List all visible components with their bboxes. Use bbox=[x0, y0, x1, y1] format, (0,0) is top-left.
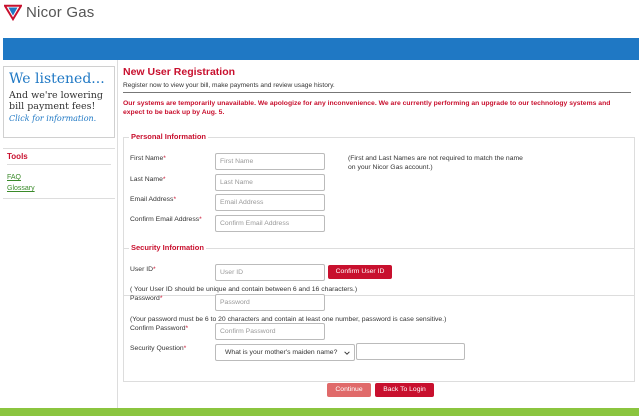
email-label: Email Address* bbox=[130, 196, 177, 203]
confirm-email-label: Confirm Email Address* bbox=[130, 216, 202, 223]
sidebar bbox=[3, 66, 115, 199]
email-input[interactable]: Email Address bbox=[215, 194, 325, 211]
first-name-label: First Name* bbox=[130, 155, 166, 162]
faq-link[interactable]: FAQ bbox=[7, 174, 22, 181]
page-subtitle: Register now to view your bill, make payments and review usage history. bbox=[123, 82, 335, 89]
logo[interactable] bbox=[4, 3, 94, 21]
userid-label: User ID* bbox=[130, 266, 156, 273]
confirm-userid-button[interactable]: Confirm User ID bbox=[328, 265, 392, 279]
confirm-email-input[interactable]: Confirm Email Address bbox=[215, 215, 325, 232]
security-info-section bbox=[123, 243, 635, 382]
system-alert: Our systems are temporarily unavailable. We apologize for any inconvenience. We are currently performing an upgrade to our technology systems and expect to be back up by Aug. 5. bbox=[123, 100, 611, 116]
security-question-select[interactable] bbox=[215, 344, 355, 361]
glossary-link[interactable]: Glossary bbox=[7, 185, 35, 192]
title-divider bbox=[123, 92, 631, 93]
chevron-down-icon bbox=[344, 350, 350, 356]
tools-panel bbox=[3, 148, 115, 199]
first-name-input[interactable]: First Name bbox=[215, 153, 325, 170]
divider bbox=[117, 60, 118, 410]
userid-input[interactable]: User ID bbox=[215, 264, 325, 281]
security-info-legend: Security Information bbox=[131, 243, 204, 252]
promo-title: We listened... bbox=[9, 71, 105, 87]
security-question-value: What is your mother's maiden name? bbox=[225, 349, 338, 356]
security-answer-input[interactable] bbox=[356, 343, 465, 360]
header bbox=[0, 0, 639, 38]
continue-button[interactable]: Continue bbox=[327, 383, 371, 397]
page-title: New User Registration bbox=[123, 66, 236, 78]
personal-info-legend: Personal Information bbox=[131, 132, 207, 141]
promo-link[interactable]: Click for information. bbox=[9, 114, 97, 123]
main-content bbox=[123, 66, 635, 393]
security-question-label: Security Question* bbox=[130, 345, 187, 352]
promo-banner[interactable] bbox=[3, 66, 115, 138]
name-note: (First and Last Names are not required to match the name on your Nicor Gas account.) bbox=[348, 155, 523, 171]
confirm-password-input[interactable]: Confirm Password bbox=[215, 323, 325, 340]
promo-body: And we're lowering bill payment fees! bbox=[9, 90, 103, 112]
flame-logo-icon bbox=[4, 3, 22, 21]
password-label: Password* bbox=[130, 295, 163, 302]
password-input[interactable]: Password bbox=[215, 294, 325, 311]
footer-bar bbox=[0, 408, 639, 416]
tools-title: Tools bbox=[7, 152, 111, 165]
last-name-input[interactable]: Last Name bbox=[215, 174, 325, 191]
password-note: (Your password must be 6 to 20 characters and contain at least one number, password is case sensitive.) bbox=[130, 316, 447, 323]
last-name-label: Last Name* bbox=[130, 176, 166, 183]
back-to-login-button[interactable]: Back To Login bbox=[375, 383, 434, 397]
confirm-password-label: Confirm Password* bbox=[130, 325, 189, 332]
brand-name: Nicor Gas bbox=[26, 3, 95, 21]
nav-bar bbox=[3, 38, 639, 60]
userid-note: ( Your User ID should be unique and contain between 6 and 16 characters.) bbox=[130, 286, 358, 293]
